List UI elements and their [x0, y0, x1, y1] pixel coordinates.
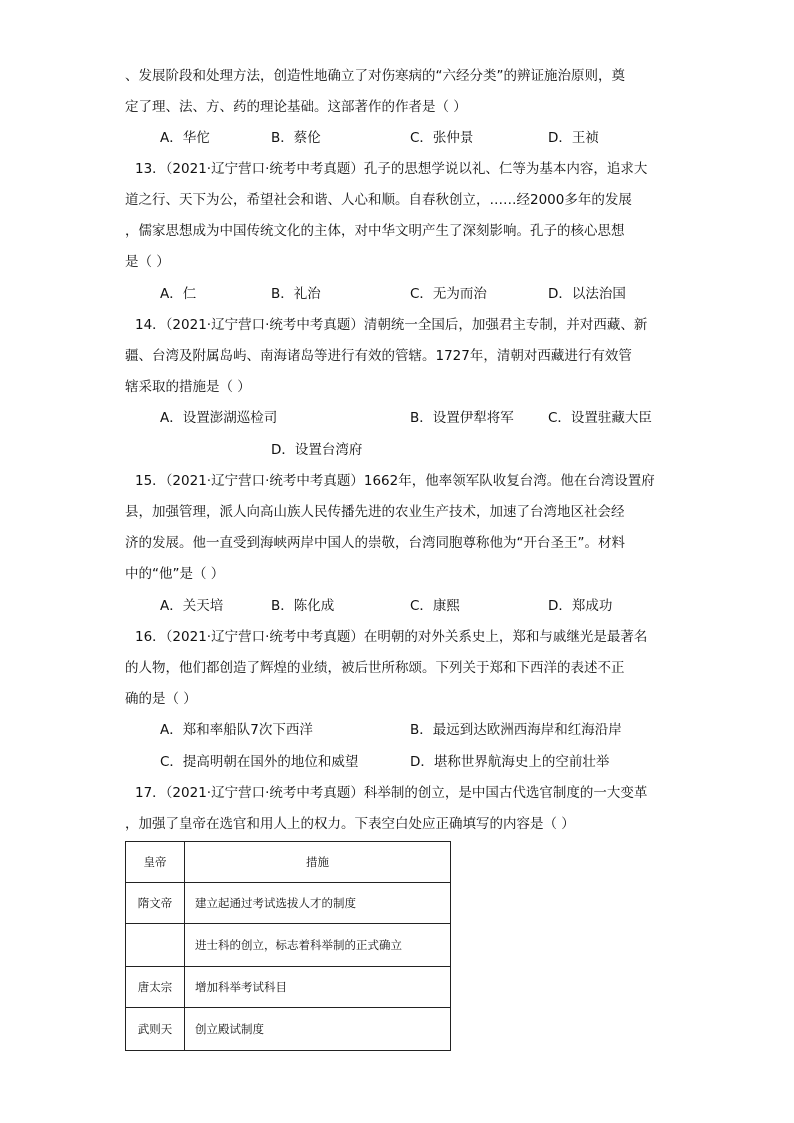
q16-option-d: D．堪称世界航海史上的空前壮举: [410, 754, 610, 770]
q16-line-1: 16．（2021·辽宁营口·统考中考真题）在明朝的对外关系史上，郑和与戚继光是最著名: [135, 629, 648, 645]
q15-option-a: A．关天培: [160, 598, 224, 614]
q12-option-a: A．华佗: [160, 130, 210, 146]
q13-line-1: 13．（2021·辽宁营口·统考中考真题）孔子的思想学说以礼、仁等为基本内容，追求大: [135, 161, 648, 177]
q12-option-b: B．蔡伦: [271, 130, 321, 146]
q12-option-c: C．张仲景: [410, 130, 474, 146]
q13-option-a: A．仁: [160, 286, 197, 302]
q16-option-a: A．郑和率船队7次下西洋: [160, 722, 313, 738]
q16-option-c: C．提高明朝在国外的地位和威望: [160, 754, 359, 770]
table-row: [126, 883, 451, 924]
q15-line-3: 济的发展。他一直受到海峡两岸中国人的崇敬，台湾同胞尊称他为“开台圣王”。材料: [125, 535, 625, 551]
q16-option-b: B．最远到达欧洲西海岸和红海沿岸: [410, 722, 622, 738]
q13-line-4: 是（ ）: [125, 254, 170, 270]
q14-line-2: 疆、台湾及附属岛屿、南海诸岛等进行有效的管辖。1727年，清朝对西藏进行有效管: [125, 348, 632, 364]
q12-line-2: 定了理、法、方、药的理论基础。这部著作的作者是（ ）: [125, 99, 467, 115]
cell-measure: 增加科举考试科目: [185, 967, 451, 1008]
table-row: [126, 1008, 451, 1051]
cell-emperor: 唐太宗: [126, 967, 185, 1008]
cell-emperor: 武则天: [126, 1008, 185, 1051]
q12-option-d: D．王祯: [548, 130, 599, 146]
q15-option-d: D．郑成功: [548, 598, 613, 614]
q16-line-2: 的人物，他们都创造了辉煌的业绩，被后世所称颂。下列关于郑和下西洋的表述不正: [125, 660, 625, 676]
q15-option-c: C．康熙: [410, 598, 460, 614]
table-row: [126, 967, 451, 1008]
q14-option-b: B．设置伊犁将军: [410, 410, 514, 426]
q14-line-1: 14．（2021·辽宁营口·统考中考真题）清朝统一全国后，加强君主专制，并对西藏、新: [135, 317, 648, 333]
q14-option-c: C．设置驻藏大臣: [548, 410, 652, 426]
q12-line-1: 、发展阶段和处理方法，创造性地确立了对伤寒病的“六经分类”的辨证施治原则，奠: [125, 68, 625, 84]
header-measure: 措施: [185, 842, 451, 883]
q13-option-d: D．以法治国: [548, 286, 626, 302]
q15-line-1: 15．（2021·辽宁营口·统考中考真题）1662年，他率领军队收复台湾。他在台湾设置府: [135, 473, 655, 489]
table-header-row: [126, 842, 451, 883]
q13-option-b: B．礼治: [271, 286, 321, 302]
q15-line-2: 县，加强管理，派人向高山族人民传播先进的农业生产技术，加速了台湾地区社会经: [125, 504, 625, 520]
q15-line-4: 中的“他”是（ ）: [125, 566, 225, 582]
cell-emperor-blank: [126, 924, 185, 967]
q17-table: [125, 841, 451, 1051]
q14-line-3: 辖采取的措施是（ ）: [125, 379, 251, 395]
q13-line-2: 道之行、天下为公，希望社会和谐、人心和顺。自春秋创立，……经2000多年的发展: [125, 192, 632, 208]
q16-line-3: 确的是（ ）: [125, 691, 197, 707]
q14-option-a: A．设置澎湖巡检司: [160, 410, 278, 426]
cell-measure: 建立起通过考试选拔人才的制度: [185, 883, 451, 924]
table-row: [126, 924, 451, 967]
header-emperor: 皇帝: [126, 842, 185, 883]
q17-line-1: 17．（2021·辽宁营口·统考中考真题）科举制的创立，是中国古代选官制度的一大变革: [135, 785, 648, 801]
cell-emperor: 隋文帝: [126, 883, 185, 924]
q15-option-b: B．陈化成: [271, 598, 335, 614]
q13-line-3: ，儒家思想成为中国传统文化的主体，对中华文明产生了深刻影响。孔子的核心思想: [125, 223, 625, 239]
q14-option-d: D．设置台湾府: [271, 442, 363, 458]
q17-line-2: ，加强了皇帝在选官和用人上的权力。下表空白处应正确填写的内容是（ ）: [125, 816, 575, 832]
q13-option-c: C．无为而治: [410, 286, 487, 302]
cell-measure: 进士科的创立，标志着科举制的正式确立: [185, 924, 451, 967]
cell-measure: 创立殿试制度: [185, 1008, 451, 1051]
